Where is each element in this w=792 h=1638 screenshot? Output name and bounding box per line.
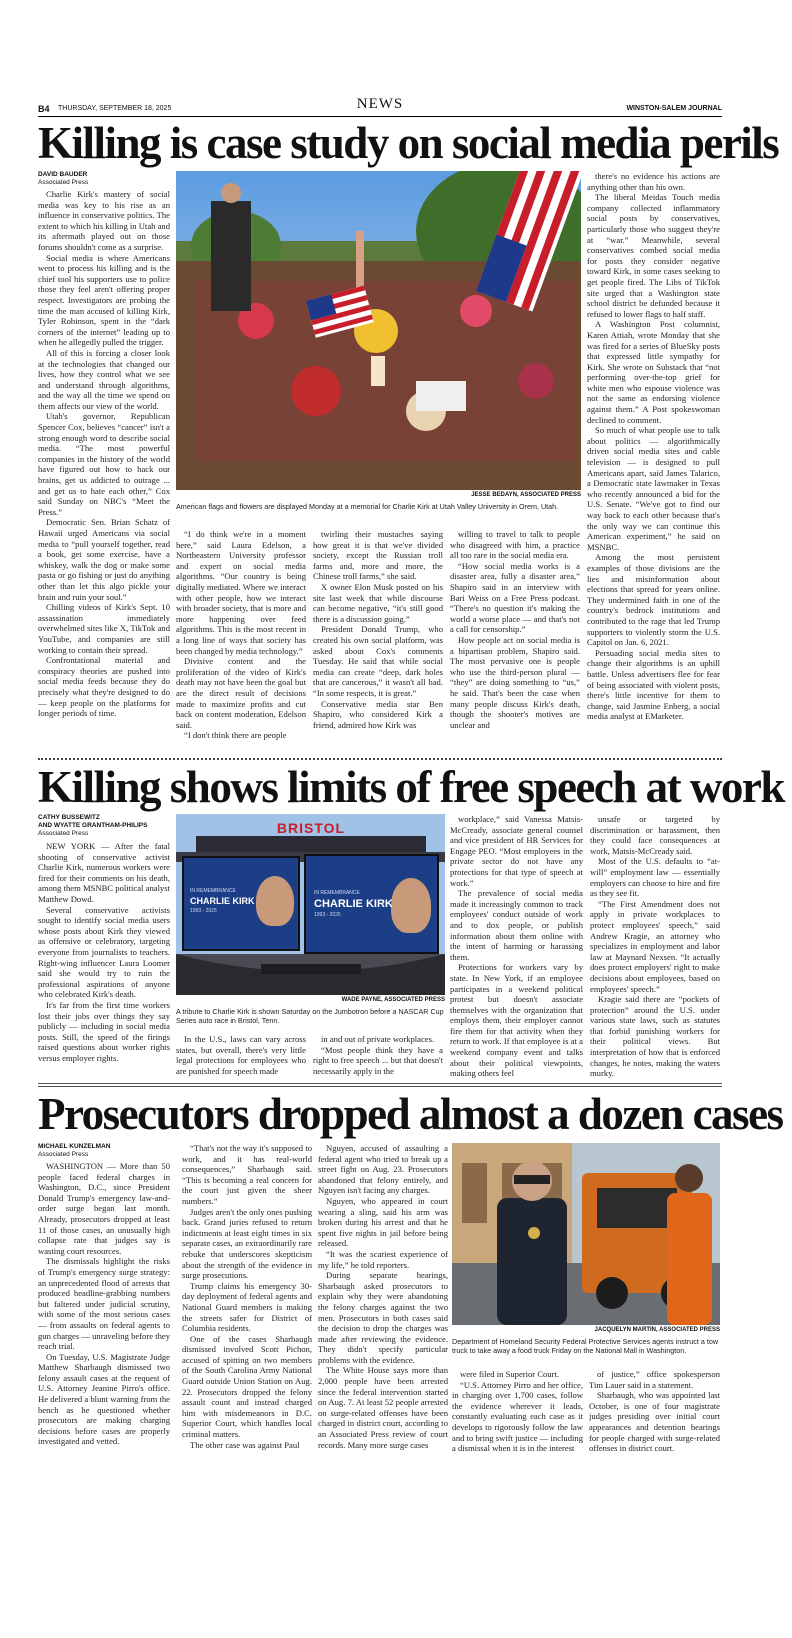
story2-col5: unsafe or targeted by discrimination or harassment, then they could face consequences at work, Matsis-McCready said. Most of the U.S. defaults to “at-will” employment law — essentially employers can choose to hire and fire as they see fit. “The First Amendment does not apply in private workplaces to protect employees' speech,” said Andrew Kragie, an attorney who specializes in employment and labor law at Maynard Nexsen. “It actually does protect employers' right to make decisions about employees, based on employees' speech.” Kragie said there are “pockets of protection” around the U.S. under various state laws, such as statutes that forbid punishing workers for their political views. But interpretation of how that is enforced changes, he notes, making the waters murky. bbox=[590, 814, 720, 1078]
story2-col1: NEW YORK — After the fatal shooting of conservative activist Charlie Kirk, numerous workers were fired for their comments on his death, among them MSNBC political analyst Matthew Dowd. Several conservative activists sought to identify social media users whose posts about Kirk they viewed as offensive or celebratory, targeting everyone from journalists to teachers. Right-wing influencer Laura Loomer said she would try to ruin the professional aspirations of anyone who celebrated Kirk's death. It's far from the first time workers lost their jobs over things they say publicly — including in social media posts. Still, the speed of the firings raised questions about worker rights versus employer rights. bbox=[38, 841, 170, 1063]
story2-photo-credit: WADE PAYNE, ASSOCIATED PRESS bbox=[341, 997, 445, 1003]
story3-headline: Prosecutors dropped almost a dozen cases bbox=[38, 1089, 783, 1139]
story1-col1: Charlie Kirk's mastery of social media was key to his rise as an influence in conservative politics. The extent to which his killing in Utah and its aftermath played out on those forums shouldn't come as a surprise. Social media is where Americans went to process his killing and is the chief tool his supporters use to police those they feel aren't offering proper respect. Investigators are probing the time the man accused of killing Kirk, Tyler Robinson, spent in the “dark corners of the internet” leading up to when he allegedly pulled the trigger. All of this is forcing a closer look at the technologies that changed our lives, how they control what we see and understand through algorithms, and the way all the time we spend on them affects our view of the world. Utah's governor, Republican Spencer Cox, believes “cancer” isn't a strong enough word to describe social media. “The most powerful companies in the history of the world have figured out how to hack our brains, get us addicted to outrage ... and get us to hate each other,” Cox said Sunday on NBC's “Meet the Press.” Democratic Sen. Brian Schatz of Hawaii urged Americans via social media to “pull yourself together, read a book, get some exercise, have a whiskey, walk the dog or make some pasta or go fishing or just do anything other than let this algo pickle your brain and ruin your soul.” Chilling videos of Kirk's Sept. 10 assassination immediately overwhelmed sites like X, TikTok and YouTube, and companies are still working to contain their spread. Confrontational material and conspiracy theories are pushed into social media feeds because they do precisely what they're designed to do — keep people on the platforms for longer periods of time. bbox=[38, 189, 170, 719]
story1-photo-caption: American flags and flowers are displayed Monday at a memorial for Charlie Kirk at Utah Valley University in Orem, Utah. bbox=[176, 502, 559, 511]
story3-col2: “That's not the way it's supposed to work, and it has real-world consequences,” Sharbaugh said. “This is becoming a real concern for the court just given the sheer numbers.” Judges aren't the only ones pushing back. Grand juries refused to return indictments at least eight times in six separate cases, an extraordinarily rare rebuke that underscores skepticism about the strength of the evidence in surge prosecutions. Trump claims his emergency 30-day deployment of federal agents and National Guard members is making the streets safer for District of Columbia residents. One of the cases Sharbaugh dismissed involved Scott Pichon, accused of spitting on two members of the South Carolina Army National Guard outside Union Station on Aug. 22. Prosecutors dropped the felony assault count and instead charged him with misdemeanors in D.C. Superior Court, which handles local criminal matters. The other case was against Paul bbox=[182, 1143, 312, 1450]
memorial-photo bbox=[176, 171, 581, 490]
story2-byline-block bbox=[38, 814, 170, 838]
story3-col1: WASHINGTON — More than 50 people faced federal charges in Washington, D.C., since President Donald Trump's emergency law-and-order surge began last month. Already, prosecutors dropped at least 11 of those cases, an unusually high collapse rate that judges say is wasting court resources. The dismissals highlight the risks of Trump's emergency surge strategy: an unprecedented flood of arrests that produced headline-grabbing numbers but faltered under judicial scrutiny, with some of the most serious cases — from assaults on federal agents to gun charges — unraveling before they reach trial. On Tuesday, U.S. Magistrate Judge Matthew Sharbaugh dismissed two felony assault cases at the request of U.S. Attorney Jeanine Pirro's office. He delivered a blunt warning from the bench as he questioned whether prosecutors are making charging decisions before cases are properly investigated and vetted. bbox=[38, 1161, 170, 1447]
story2-col4: workplace,” said Vanessa Matsis-McCready, associate general counsel and vice president of HR Services for Engage PEO. “Most employees in the private sector do not have any protections for that type of speech at work.” The prevalence of social media made it increasingly common to track employees' conduct outside of work and to dox people, or publish information about them online with the intent of harming or harassing them. Protections for workers vary by state. In New York, if an employee participates in a weekend political protest but doesn't associate themselves with the organization that employs them, their employer cannot fire them for that activity when they return to work. If that employee is at a weekend company event and talks about their political viewpoints, making others feel bbox=[450, 814, 583, 1078]
folio-date: THURSDAY, SEPTEMBER 18, 2025 bbox=[58, 105, 172, 112]
story1-col3: twirling their mustaches saying how great it is that we've divided society, except the Russian troll farms and, more and more, the Chinese troll farms,” she said. X owner Elon Musk posted on his site last week that while discourse can become negative, “it's still good there is a discussion going.” President Donald Trump, who created his own social platform, was asked about Cox's comments Tuesday. He said that while social media can create “deep, dark holes that are cancerous,” it wasn't all bad. “In some respects, it is great.” Conservative media star Ben Shapiro, who considered Kirk a friend, admired how Kirk was bbox=[313, 529, 443, 730]
jumbotron-sign: BRISTOL bbox=[276, 820, 346, 836]
section-name: NEWS bbox=[356, 96, 404, 112]
story3-photo-credit: JACQUELYN MARTIN, ASSOCIATED PRESS bbox=[594, 1327, 720, 1333]
portrait-right bbox=[391, 878, 431, 933]
story3-photo-caption: Department of Homeland Security Federal Protective Services agents instruct a tow truck to take away a food truck Friday on the National Mall in Washington. bbox=[452, 1337, 719, 1355]
folio-rule bbox=[38, 116, 722, 117]
story2-byline-2: AND WYATTE GRANTHAM-PHILIPS bbox=[38, 822, 148, 829]
story3-col3: Nguyen, accused of assaulting a federal agent who tried to break up a street fight on Aug. 23. Prosecutors abandoned that felony entirely, and Nguyen isn't facing any charges. Nguyen, who appeared in court wearing a sling, said his arm was broken during his arrest and that he spent five nights in jail before being released. “It was the scariest experience of my life,” he told reporters. During separate hearings, Sharbaugh asked prosecutors to explain why they were abandoning the felony charges against the two men. Prosecutors in both cases said the decision to drop the charges was made after reviewing the evidence. They didn't specify particular problems with the evidence. The White House says more than 2,000 people have been arrested since the federal intervention started on Aug. 7. At least 52 people arrested on surge-related offenses have been charged in district court, according to an Associated Press review of court records. Many more surge cases bbox=[318, 1143, 448, 1450]
story-divider-2 bbox=[38, 1083, 722, 1087]
screen-left-years: 1993 - 2025 bbox=[190, 908, 217, 914]
story1-byline: DAVID BAUDER bbox=[38, 171, 88, 178]
dhs-photo bbox=[452, 1143, 720, 1325]
screen-left-name: CHARLIE KIRK bbox=[190, 896, 255, 906]
screen-left-small: IN REMEMBRANCE bbox=[190, 888, 236, 894]
screen-left bbox=[182, 856, 300, 951]
story2-byline-1: CATHY BUSSEWITZ bbox=[38, 814, 100, 821]
story1-col2: “I do think we're in a moment here,” said Laura Edelson, a Northeastern University professor and expert on social media algorithms. “Our country is being digitally mediated. Where we interact with other people, how we interact with broader society, that is more and more happening over feed algorithms. This is the most recent in a long line of ways that society has been changed by media technology.” Divisive content and the proliferation of the video of Kirk's death may not have been the goal but are the direct result of decisions made to maximize profits and cut back on content moderation, Edelson said. “I don't think there are people bbox=[176, 529, 306, 741]
screen-right-name: CHARLIE KIRK bbox=[314, 898, 393, 910]
story1-col4: willing to travel to talk to people who disagreed with him, a practice all too rare in the social media era. “How social media works is a disaster area, fully a disaster area,” Shapiro said in an interview with Bari Weiss on a Free Press podcast. “There's no question it's making the world a worse place — and that's not a call for censorship.” How people act on social media is a bipartisan problem, Shapiro said. The most pervasive one is people who use the third-person plural — “they” are doing something to “us,” he said. That's been the case when many people discuss Kirk's death, though the shooter's motives are unclear and bbox=[450, 529, 580, 730]
story3-byline: MICHAEL KUNZELMAN bbox=[38, 1143, 111, 1150]
story2-col2: In the U.S., laws can vary across states, but overall, there's very little legal protections for employees who are punished for speech made bbox=[176, 1034, 306, 1076]
story2-photo-caption: A tribute to Charlie Kirk is shown Saturday on the Jumbotron before a NASCAR Cup Series auto race in Bristol, Tenn. bbox=[176, 1007, 444, 1025]
screen-right-small: IN REMEMBRANCE bbox=[314, 890, 360, 896]
page-number: B4 bbox=[38, 104, 50, 114]
dhs-photo-image bbox=[452, 1143, 720, 1325]
portrait-left bbox=[256, 876, 294, 926]
screen-right-years: 1993 - 2025 bbox=[314, 912, 341, 918]
memorial-photo-image bbox=[176, 171, 581, 490]
story3-agency: Associated Press bbox=[38, 1151, 89, 1158]
story2-headline: Killing shows limits of free speech at work bbox=[38, 762, 784, 812]
story1-agency: Associated Press bbox=[38, 179, 89, 186]
story2-agency: Associated Press bbox=[38, 830, 89, 837]
story1-headline: Killing is case study on social media perils bbox=[38, 118, 779, 168]
publication-name: WINSTON-SALEM JOURNAL bbox=[626, 105, 722, 112]
story2-col3: in and out of private workplaces. “Most people think they have a right to free speech ... but that doesn't necessarily apply in the bbox=[313, 1034, 443, 1076]
jumbotron-photo bbox=[176, 814, 445, 995]
screen-right bbox=[304, 854, 439, 954]
story3-col5: of justice,” office spokesperson Tim Lauer said in a statement. Sharbaugh, who was appointed last October, is one of four magistrate judges presiding over initial court appearances and detention hearings for people charged with surge-related offenses in district court. bbox=[589, 1369, 720, 1454]
story1-byline-block bbox=[38, 171, 170, 187]
story3-byline-block bbox=[38, 1143, 170, 1159]
story1-col5: there's no evidence his actions are anything other than his own. The liberal Meidas Touch media company collected inflammatory social posts by conservatives, particularly those who suggest they're at “war.” Meanwhile, several conservatives combed social media for posts they consider negative toward Kirk, in some cases seeking to get people fired. The Libs of TikTok site urged that a Washington state school district be defunded because it refused to lower flags to half staff. A Washington Post columnist, Karen Attiah, wrote Monday that she was fired for a series of BlueSky posts that expressed little sympathy for Kirk. She wrote on Substack that “not performing over-the-top grief for white men who espouse violence was not the same as endorsing violence against them.” A Post spokeswoman declined to comment. So much of what people use to talk about politics — algorithmically driven social media sites and cable television — is designed to pull Americans apart, said James Talarico, a Democratic state lawmaker in Texas who recently announced a bid for the U.S. Senate. “We've got to find our way back to each other because that's the only way we can continue this American experiment,” he said on MSNBC. Among the most persistent examples of those divisions are the lies and misinformation about elections that spread for years online. They undermined faith in one of the country's bedrock institutions and contributed to the rage that led Trump supporters to violently storm the U.S. Capitol on Jan. 6, 2021. Persuading social media sites to change their algorithms is an uphill battle. Unless advertisers flee for fear of being associated with violent posts, there's little incentive for them to change, said Jasmine Enberg, a social media analyst at EMarketer. bbox=[587, 171, 720, 722]
story1-photo-credit: JESSE BEDAYN, ASSOCIATED PRESS bbox=[471, 492, 581, 498]
story-divider-1 bbox=[38, 758, 722, 760]
story3-col4: were filed in Superior Court. “U.S. Attorney Pirro and her office, in charging over 1,700 cases, follow the evidence wherever it leads, constantly evaluating each case as it develops to rigorously follow the law and to bring swift justice — including a dismissal when it is in the interest bbox=[452, 1369, 583, 1454]
